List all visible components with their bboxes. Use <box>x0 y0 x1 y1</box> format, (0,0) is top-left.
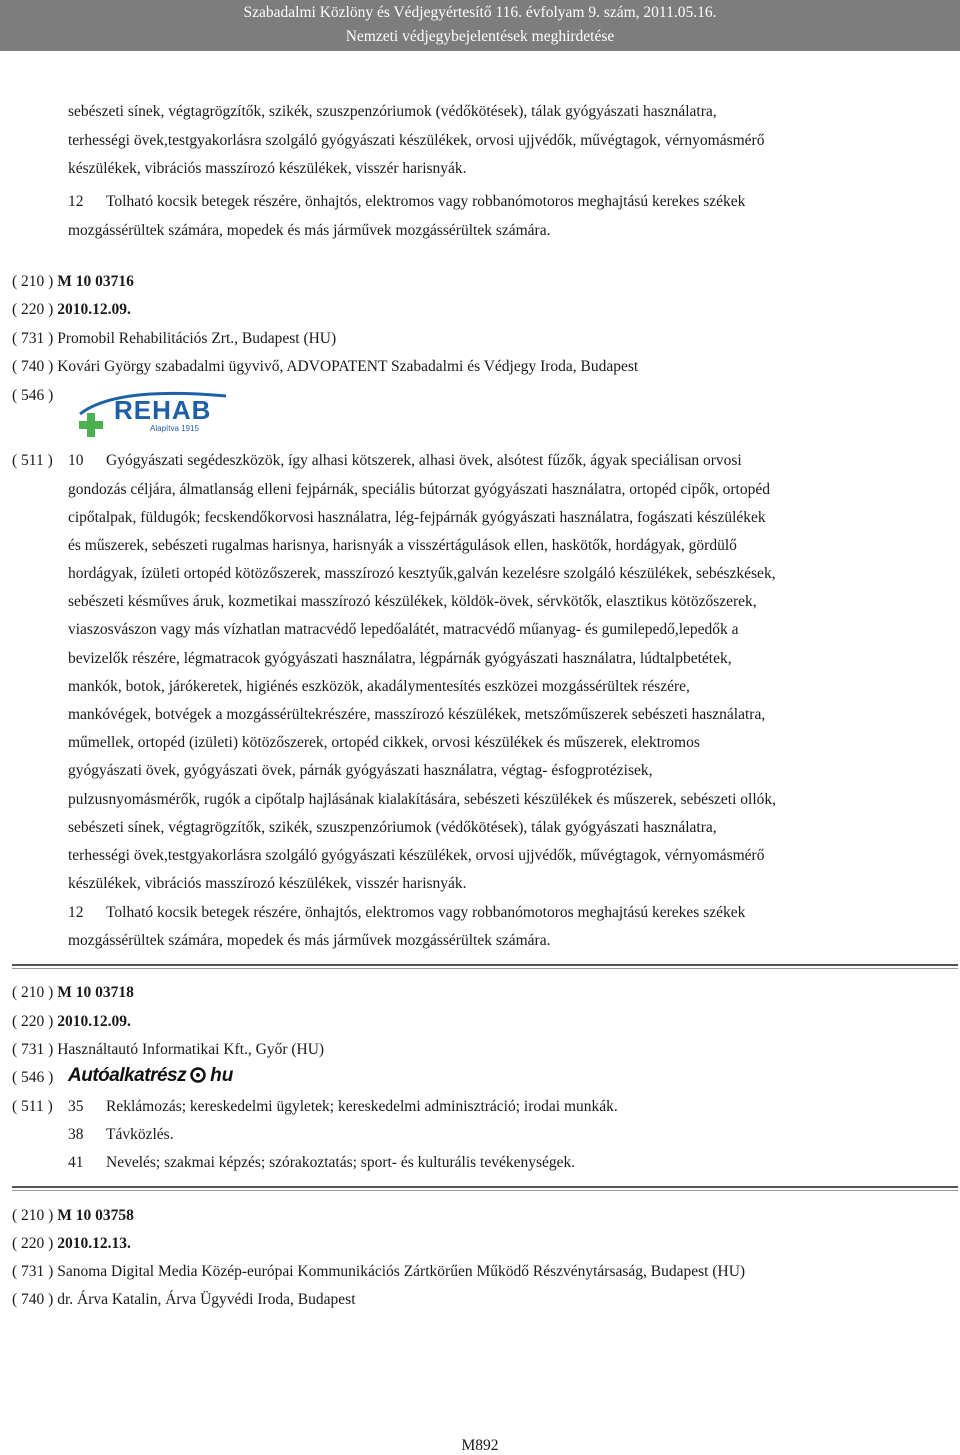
class-text: Nevelés; szakmai képzés; szórakoztatás; sport- és kulturális tevékenységek. <box>106 1154 576 1171</box>
field-546-code: ( 546 ) <box>12 387 54 404</box>
class-text: hordágyak, ízületi ortopéd kötözőszerek, masszírozó kesztyűk,galván kezelésre szolgáló készülékek, sebészkések, <box>68 565 776 582</box>
application-number: M 10 03718 <box>57 984 134 1001</box>
field-code: ( 731 ) <box>12 330 54 347</box>
class-number: 35 <box>68 1098 84 1115</box>
field-code: ( 731 ) <box>12 1263 54 1280</box>
publication-title: Szabadalmi Közlöny és Védjegyértesítő 116. évfolyam 9. szám, 2011.05.16. <box>243 4 717 21</box>
rehab-logo-subtext: Alapítva 1915 <box>150 424 199 433</box>
class-text: Távközlés. <box>106 1126 174 1143</box>
field-code: ( 740 ) <box>12 1291 54 1308</box>
class-text: pulzusnyomásmérők, rugók a cipőtalp hajlásának kialakítására, sebészeti készülékek és műszerek, sebészeti ollók, <box>68 791 777 808</box>
continuation-line: készülékek, vibrációs masszírozó készülékek, visszér harisnyák. <box>68 160 467 177</box>
field-code: ( 740 ) <box>12 358 54 375</box>
rehab-logo <box>76 386 231 438</box>
entry-divider <box>12 968 958 969</box>
class-text: viaszosvászon vagy más vízhatlan matracvédő lepedőalátét, matracvédő műanyag- és gumilepedő,lepedők a <box>68 621 739 638</box>
field-code: ( 210 ) <box>12 984 54 1001</box>
page-header <box>0 0 960 51</box>
continuation-line: terhességi övek,testgyakorlásra szolgáló gyógyászati készülékek, orvosi ujjvédők, művégtagok, vérnyomásmérő <box>68 132 765 149</box>
field-210 <box>12 983 134 1003</box>
class-text: mankóvégek, botvégek a mozgássérültekrészére, masszírozó készülékek, metszőműszerek sebészeti használatra, <box>68 706 766 723</box>
class-number: 38 <box>68 1126 84 1143</box>
class-text: cipőtalpak, füldugók; fecskendőkorvosi használatra, lég-fejpárnák gyógyászati használatra, fogászati készülékek <box>68 509 766 526</box>
class-text: sebészeti késműves áruk, kozmetikai masszírozó készülékek, köldök-övek, sérvkötők, elasztikus kötözőszerek, <box>68 593 757 610</box>
entry-divider <box>12 1190 958 1191</box>
applicant: Használtautó Informatikai Kft., Győr (HU) <box>57 1041 325 1058</box>
class-text: gondozás céljára, álmatlanság elleni fejpárnák, speciális bútorzat gyógyászati használatra, ortopéd cipők, ortopéd <box>68 481 770 498</box>
field-220 <box>12 300 131 320</box>
representative: dr. Árva Katalin, Árva Ügyvédi Iroda, Budapest <box>57 1291 356 1308</box>
field-code: ( 220 ) <box>12 1013 54 1030</box>
class-text: és műszerek, sebészeti rugalmas harisnya, harisnyák a visszértágulások ellen, haskötők, hordágyak, gördülő <box>68 537 737 554</box>
field-code: ( 220 ) <box>12 301 54 318</box>
field-220 <box>12 1012 131 1032</box>
filing-date: 2010.12.13. <box>57 1235 131 1252</box>
application-number: M 10 03758 <box>57 1207 134 1224</box>
applicant: Sanoma Digital Media Közép-európai Kommunikációs Zártkörűen Működő Részvénytársaság, Budapest (HU) <box>57 1263 746 1280</box>
class-text: terhességi övek,testgyakorlásra szolgáló gyógyászati készülékek, orvosi ujjvédők, művégtagok, vérnyomásmérő <box>68 847 765 864</box>
applicant: Promobil Rehabilitációs Zrt., Budapest (HU) <box>57 330 337 347</box>
page-number: M892 <box>461 1437 499 1454</box>
field-code: ( 220 ) <box>12 1235 54 1252</box>
field-740 <box>12 1290 356 1310</box>
field-511-code: ( 511 ) <box>12 452 53 469</box>
representative: Kovári György szabadalmi ügyvivő, ADVOPATENT Szabadalmi és Védjegy Iroda, Budapest <box>57 358 639 375</box>
field-code: ( 731 ) <box>12 1041 54 1058</box>
field-220 <box>12 1234 131 1254</box>
autoalkatresz-logo-text: Autóalkatrész <box>68 1065 187 1086</box>
class-text: mankók, botok, járókeretek, higiénés eszközök, akadálymentesítés eszközei mozgássérültek részére, <box>68 678 690 695</box>
class-text: mozgássérültek számára, mopedek és más járművek mozgássérültek számára. <box>68 222 551 239</box>
class-text: Tolható kocsik betegek részére, önhajtós, elektromos vagy robbanómotoros meghajtású kerekes székek <box>106 904 746 921</box>
wheel-icon <box>190 1067 206 1083</box>
class-text: gyógyászati övek, gyógyászati övek, párnák gyógyászati használatra, végtag- ésfogprotézisek, <box>68 762 653 779</box>
class-number: 10 <box>68 452 84 469</box>
class-number: 12 <box>68 193 84 210</box>
field-511-code: ( 511 ) <box>12 1098 53 1115</box>
class-text: sebészeti sínek, végtagrögzítők, szikék, szuszpenzóriumok (védőkötések), tálak gyógyászati használatra, <box>68 819 717 836</box>
field-731 <box>12 329 336 349</box>
field-731 <box>12 1040 324 1060</box>
entry-divider <box>12 1186 958 1188</box>
section-title: Nemzeti védjegybejelentések meghirdetése <box>345 28 615 45</box>
application-number: M 10 03716 <box>57 273 134 290</box>
field-code: ( 210 ) <box>12 273 54 290</box>
field-546-code: ( 546 ) <box>12 1069 54 1086</box>
field-code: ( 210 ) <box>12 1207 54 1224</box>
field-731 <box>12 1262 745 1282</box>
class-text: műmellek, ortopéd (izületi) kötözőszerek, ortopéd cikkek, orvosi készülékek és műszerek, elektromos <box>68 734 700 751</box>
class-number: 12 <box>68 904 84 921</box>
rehab-logo-text: REHAB <box>114 395 212 425</box>
field-210 <box>12 272 134 292</box>
autoalkatresz-logo-suffix: hu <box>210 1065 234 1086</box>
class-text: bevizelők részére, légmatracok gyógyászati használatra, légpárnák gyógyászati használatra, lúdtalpbetétek, <box>68 650 732 667</box>
class-text: Tolható kocsik betegek részére, önhajtós, elektromos vagy robbanómotoros meghajtású kerekes székek <box>106 193 746 210</box>
class-text: mozgássérültek számára, mopedek és más járművek mozgássérültek számára. <box>68 932 551 949</box>
filing-date: 2010.12.09. <box>57 301 131 318</box>
class-text: készülékek, vibrációs masszírozó készülékek, visszér harisnyák. <box>68 875 467 892</box>
filing-date: 2010.12.09. <box>57 1013 131 1030</box>
entry-divider <box>12 964 958 966</box>
class-number: 41 <box>68 1154 84 1171</box>
field-210 <box>12 1206 134 1226</box>
field-740 <box>12 357 638 377</box>
class-text: Gyógyászati segédeszközök, így alhasi kötszerek, alhasi övek, alsótest fűzők, ágyak speciálisan orvosi <box>106 452 742 469</box>
continuation-line: sebészeti sínek, végtagrögzítők, szikék, szuszpenzóriumok (védőkötések), tálak gyógyászati használatra, <box>68 103 717 120</box>
class-text: Reklámozás; kereskedelmi ügyletek; kereskedelmi adminisztráció; irodai munkák. <box>106 1098 618 1115</box>
autoalkatresz-logo <box>68 1065 233 1087</box>
